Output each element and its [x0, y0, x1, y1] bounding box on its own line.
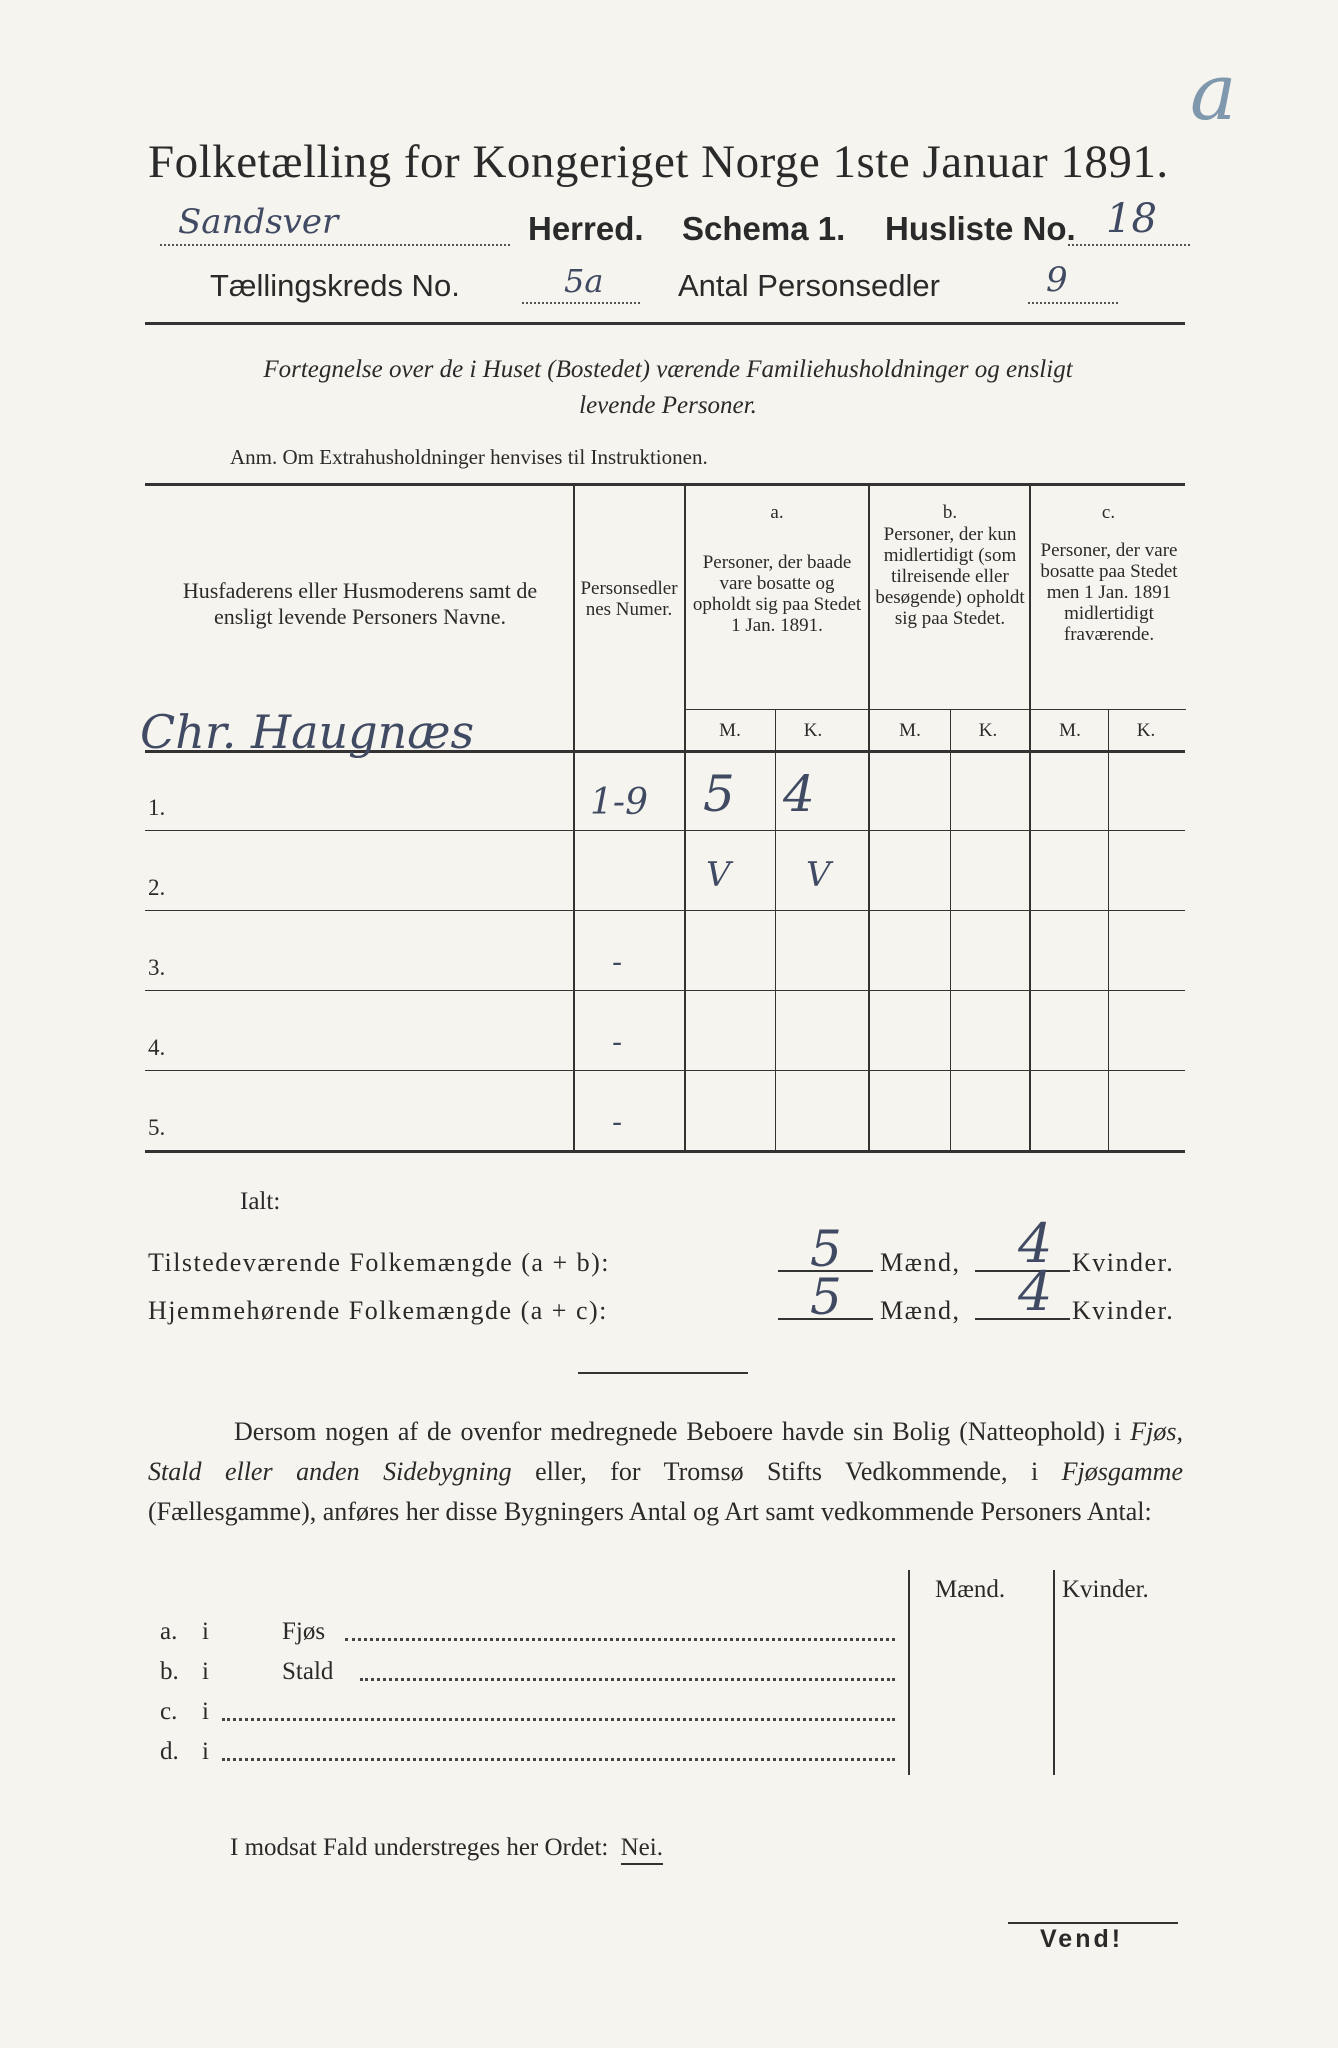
nei-word: Nei.: [621, 1834, 663, 1865]
buildings-maend-header: Mænd.: [935, 1576, 1006, 1603]
schema-label: Schema 1.: [682, 210, 846, 247]
total-resident-kvinder: Kvinder.: [1072, 1296, 1175, 1325]
col-a-header: Personer, der baade vare bosatte og opholdt sig paa Stedet 1 Jan. 1891.: [692, 552, 862, 636]
ialt-label: Ialt:: [240, 1188, 281, 1215]
col-sep-4: [1029, 485, 1031, 1150]
para-text-1: Dersom nogen af de ovenfor medregnede Beboere havde sin Bolig (Natteophold) i: [234, 1417, 1131, 1446]
building-label: Fjøs: [282, 1618, 326, 1645]
intro-line-2: levende Personer.: [579, 392, 757, 419]
row-a-k: V: [806, 855, 831, 895]
row-a-m: 5: [703, 765, 735, 823]
col-c-header: Personer, der vare bosatte paa Stedet men 1 Jan. 1891 midlertidigt fraværende.: [1040, 540, 1178, 645]
herred-value: Sandsver: [178, 202, 339, 242]
buildings-kvinder-header: Kvinder.: [1062, 1576, 1149, 1603]
building-i: i: [202, 1738, 209, 1765]
outbuilding-paragraph: [148, 1412, 1183, 1532]
col-b-k-label: K.: [978, 720, 998, 741]
para-italic-1: Fjøs, Stald eller anden Sidebygning: [148, 1417, 1183, 1486]
total-present-maend: Mænd,: [880, 1248, 961, 1277]
herred-label: Herred.: [528, 210, 644, 247]
kreds-value: 5a: [564, 262, 604, 300]
col-b-m-label: M.: [899, 720, 921, 741]
total-resident-m: 5: [810, 1268, 842, 1326]
building-letter: b.: [160, 1658, 179, 1685]
row-number: 5.: [148, 1115, 166, 1140]
col-sep-3: [868, 485, 870, 1150]
husliste-value: 18: [1106, 196, 1157, 242]
total-present-label: Tilstedeværende Folkemængde (a + b):: [148, 1248, 610, 1277]
col-c-m-label: M.: [1059, 720, 1081, 741]
building-label: Stald: [282, 1658, 334, 1685]
building-dots: [360, 1678, 895, 1681]
head-name: Chr. Haugnæs: [140, 705, 475, 759]
kreds-field: [522, 262, 640, 304]
section-divider: [578, 1372, 748, 1374]
building-i: i: [202, 1658, 209, 1685]
row-number: 3.: [148, 955, 166, 980]
row-a-m: V: [706, 855, 731, 895]
total-resident-maend: Mænd,: [880, 1296, 961, 1325]
row-number: 1.: [148, 795, 166, 820]
building-letter: d.: [160, 1738, 179, 1765]
antal-field: [1028, 260, 1118, 304]
form-title: Folketælling for Kongeriget Norge 1ste Januar 1891.: [148, 136, 1169, 188]
row-number: 4.: [148, 1035, 166, 1060]
para-text-3: (Fællesgamme), anføres her disse Bygningers Antal og Art samt vedkommende Personers Antal:: [148, 1497, 1152, 1526]
col-a-letter: a.: [770, 502, 784, 523]
row-personsedler: -: [612, 1105, 623, 1140]
col-sep-1: [573, 485, 575, 1150]
building-i: i: [202, 1698, 209, 1725]
herred-field: [160, 202, 510, 246]
total-resident-label: Hjemmehørende Folkemængde (a + c):: [148, 1296, 608, 1325]
table-bottom-rule: [145, 1150, 1185, 1153]
row-rule-2: [145, 910, 1185, 911]
row-a-k: 4: [783, 765, 815, 823]
row-rule-4: [145, 1070, 1185, 1071]
col-a-m-label: M.: [719, 720, 741, 741]
corner-mark: a: [1190, 48, 1237, 138]
buildings-sep-2: [1053, 1570, 1055, 1775]
col-b-header: Personer, der kun midlertidigt (som tilreisende eller besøgende) opholdt sig paa Stedet.: [875, 524, 1025, 629]
row-rule-3: [145, 990, 1185, 991]
buildings-sep-1: [908, 1570, 910, 1775]
antal-value: 9: [1046, 260, 1068, 300]
total-present-k: 4: [1018, 1212, 1053, 1275]
col-sep-2: [684, 485, 686, 1150]
col-a-k-label: K.: [803, 720, 823, 741]
building-letter: a.: [160, 1618, 178, 1645]
building-letter: c.: [160, 1698, 178, 1725]
modsat-label: I modsat Fald understreges her Ordet:: [230, 1834, 609, 1861]
building-dots: [345, 1638, 895, 1641]
modsat-text: [230, 1834, 663, 1862]
husliste-label: Husliste No.: [885, 210, 1076, 247]
col-sep-b-mk: [950, 710, 951, 1150]
anm-note: Anm. Om Extrahusholdninger henvises til Instruktionen.: [230, 445, 708, 469]
para-italic-2: Fjøsgamme: [1061, 1457, 1183, 1486]
col-num-header: Personsedlernes Numer.: [580, 578, 678, 620]
antal-label: Antal Personsedler: [678, 268, 940, 303]
building-dots: [222, 1718, 895, 1721]
col-sep-a-mk: [775, 710, 776, 1150]
col-name-header: Husfaderens eller Husmoderens samt de ensligt levende Personers Navne.: [182, 578, 538, 629]
row-personsedler: -: [612, 945, 623, 980]
col-sep-c-mk: [1108, 710, 1109, 1150]
para-text-2: eller, for Tromsø Stifts Vedkommende, i: [511, 1457, 1062, 1486]
col-c-letter: c.: [1101, 502, 1116, 523]
husliste-field: [1068, 196, 1190, 246]
row-personsedler: -: [612, 1025, 623, 1060]
total-present-m: 5: [810, 1220, 842, 1278]
header-rule: [145, 322, 1185, 325]
row-rule-1: [145, 830, 1185, 831]
mk-header-rule: [686, 709, 1186, 710]
row-number: 2.: [148, 875, 166, 900]
intro-text: [148, 352, 1188, 424]
vend-label: Vend!: [1040, 1925, 1124, 1953]
building-dots: [222, 1758, 895, 1761]
row-personsedler: 1-9: [590, 782, 648, 823]
vend-rule: [1008, 1922, 1178, 1924]
intro-line-1: Fortegnelse over de i Huset (Bostedet) værende Familiehusholdninger og ensligt: [263, 356, 1073, 383]
kreds-label: Tællingskreds No.: [210, 268, 460, 303]
total-resident-k: 4: [1018, 1260, 1053, 1323]
col-b-letter: b.: [942, 502, 958, 523]
col-c-k-label: K.: [1136, 720, 1156, 741]
building-i: i: [202, 1618, 209, 1645]
total-present-kvinder: Kvinder.: [1072, 1248, 1175, 1277]
